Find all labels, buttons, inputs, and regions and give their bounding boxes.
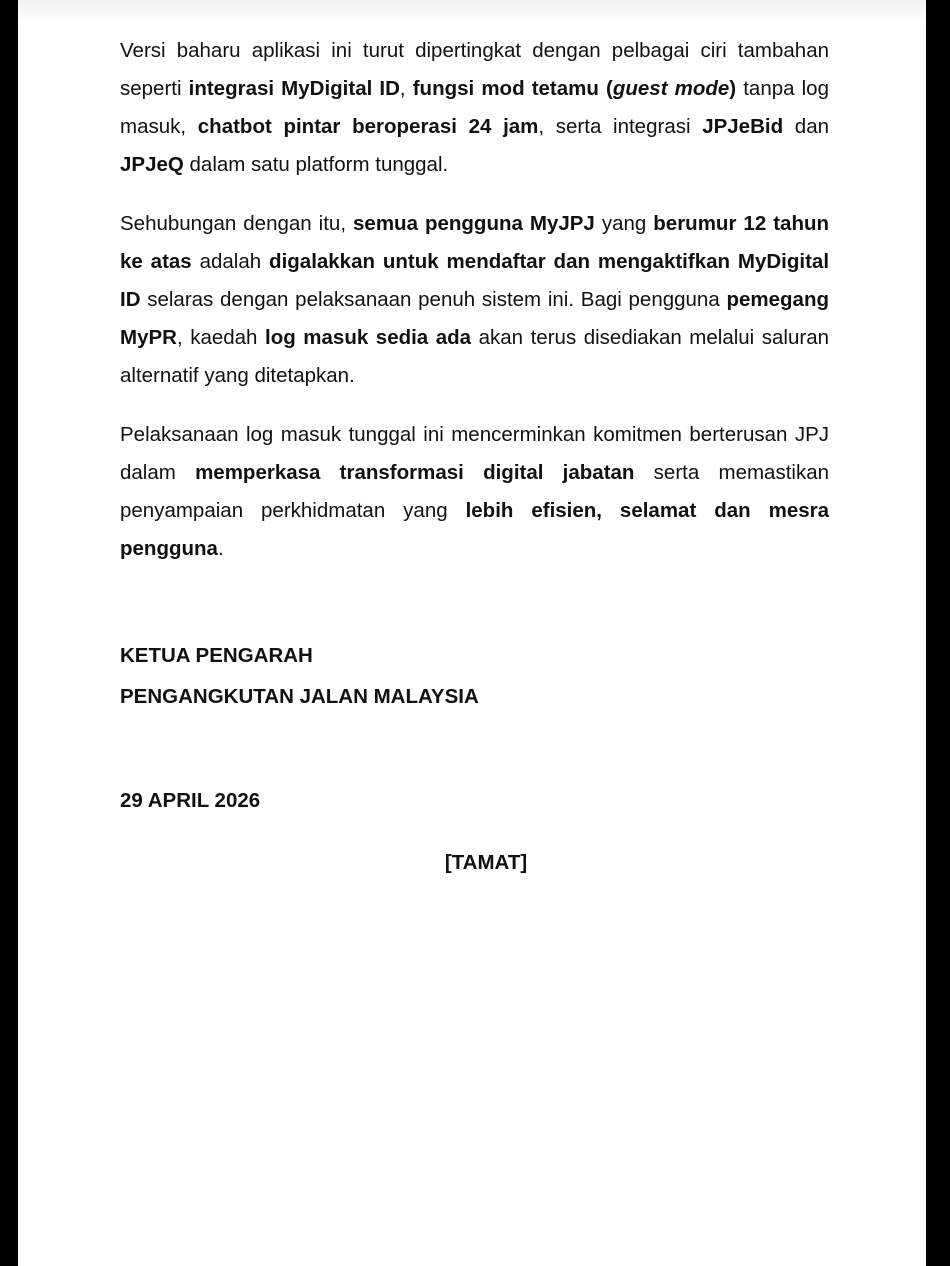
emphasis-run: integrasi MyDigital ID: [188, 77, 400, 100]
text-run: yang: [594, 212, 654, 235]
emphasis-run: ): [729, 77, 737, 100]
text-run: serta memastikan penyampaian perkhidmatan yang: [120, 461, 829, 522]
document-body: [120, 32, 829, 882]
text-run: dan: [783, 115, 829, 138]
text-run: dalam satu platform tunggal.: [183, 153, 449, 176]
text-run: .: [217, 537, 224, 560]
emphasis-run: JPJeBid: [702, 115, 784, 138]
text-run: selaras dengan pelaksanaan penuh sistem ini. Bagi pengguna: [140, 288, 727, 311]
emphasis-run: lebih efisien, selamat dan mesra pengguna: [120, 499, 830, 560]
emphasis-run: berumur 12 tahun ke atas: [120, 212, 830, 273]
text-run: Sehubungan dengan itu,: [120, 212, 354, 235]
text-run: Pelaksanaan log masuk tunggal ini mencerminkan komitmen berterusan JPJ dalam: [120, 423, 829, 484]
emphasis-run: pemegang MyPR: [120, 288, 829, 349]
text-run: , serta integrasi: [538, 115, 703, 138]
emphasis-run: guest mode: [612, 77, 730, 100]
emphasis-run: log masuk sedia ada: [265, 326, 472, 349]
paragraph-features: [120, 32, 829, 184]
page-top-edge: [18, 0, 926, 22]
emphasis-run: memperkasa transformasi digital jabatan: [195, 461, 635, 484]
signature-title: KETUA PENGARAH: [120, 644, 313, 667]
emphasis-run: chatbot pintar beroperasi 24 jam: [197, 115, 539, 138]
text-run: akan terus disediakan melalui saluran alternatif yang ditetapkan.: [120, 326, 830, 387]
text-run: adalah: [191, 250, 270, 273]
emphasis-run: digalakkan untuk mendaftar dan mengaktifkan MyDigital ID: [120, 250, 830, 311]
text-run: ,: [399, 77, 413, 100]
paragraph-commitment: [120, 416, 829, 568]
signature-organization: PENGANGKUTAN JALAN MALAYSIA: [120, 685, 479, 708]
paragraph-registration: [120, 205, 829, 395]
emphasis-run: fungsi mod tetamu (: [412, 77, 613, 100]
text-run: , kaedah: [176, 326, 266, 349]
end-marker: [TAMAT]: [444, 851, 528, 874]
text-run: tanpa log masuk,: [120, 77, 829, 138]
emphasis-run: JPJeQ: [120, 153, 184, 176]
emphasis-run: semua pengguna MyJPJ: [353, 212, 595, 235]
signature-block: [120, 635, 829, 717]
text-run: Versi baharu aplikasi ini turut dipertingkat dengan pelbagai ciri tambahan seperti: [120, 39, 829, 100]
document-date: 29 APRIL 2026: [120, 789, 261, 812]
